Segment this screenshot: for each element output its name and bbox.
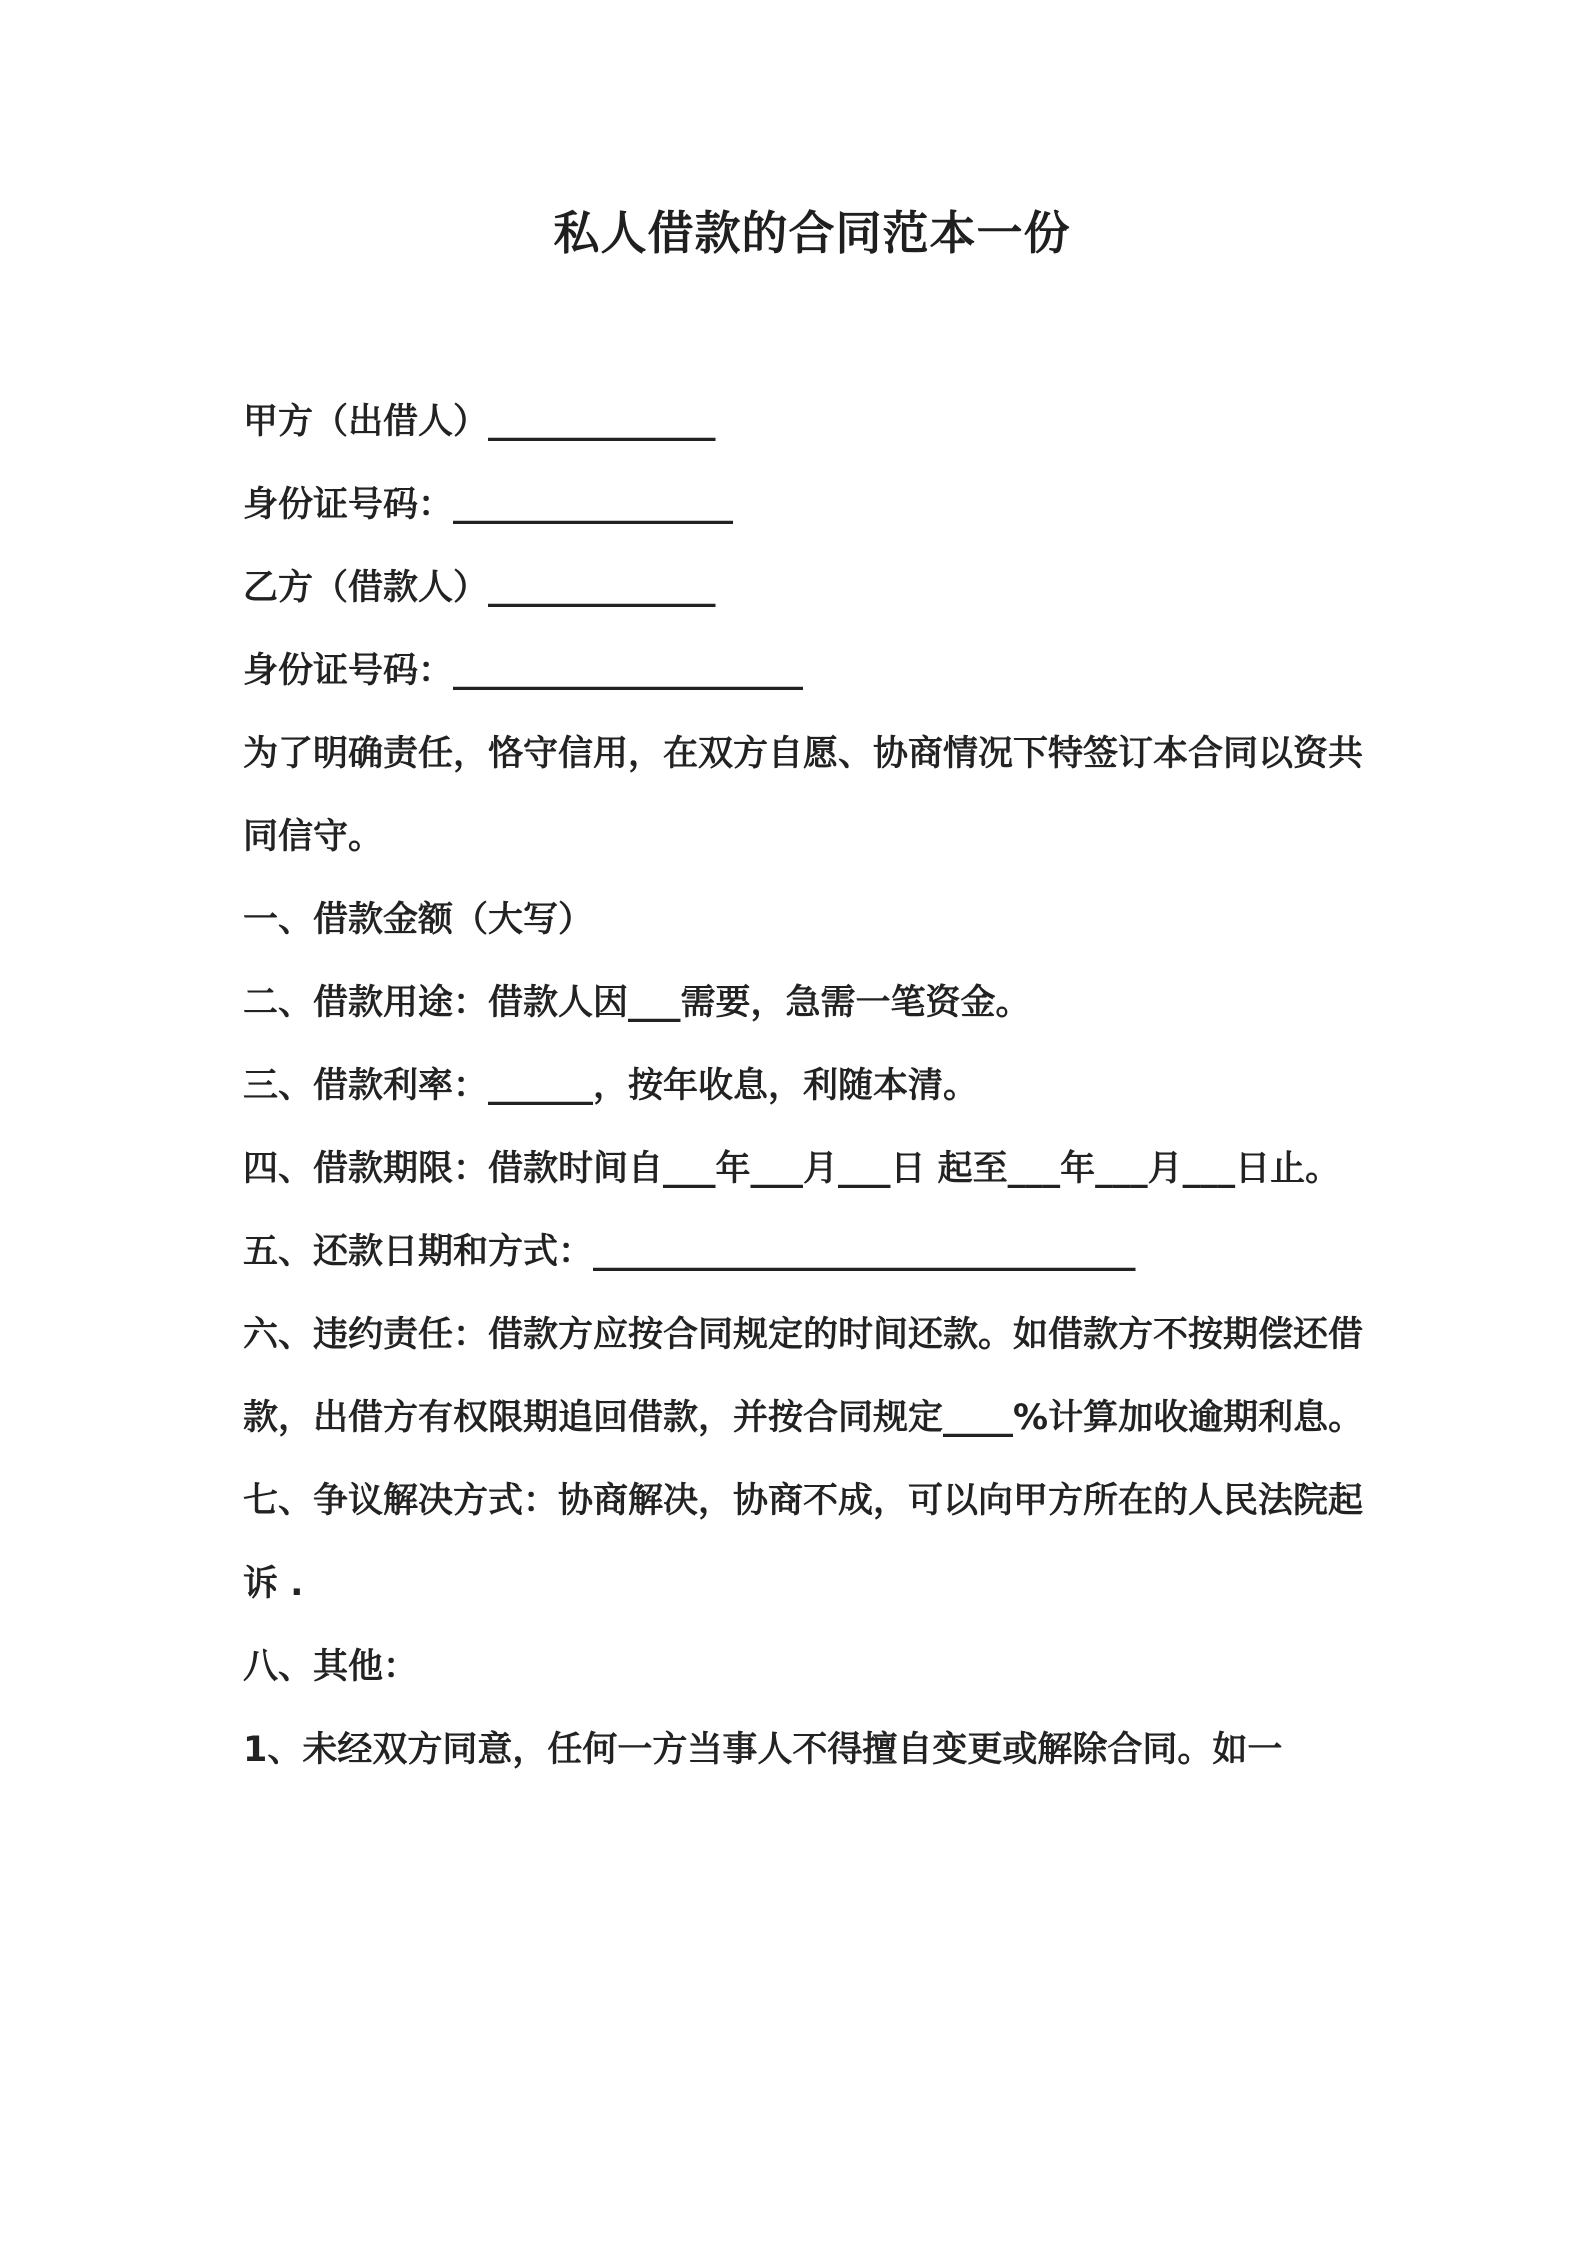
party-b-id-line: 身份证号码：____________________	[243, 650, 804, 691]
party-a-id-line: 身份证号码：________________	[243, 484, 734, 525]
document-title: 私人借款的合同范本一份	[553, 206, 1071, 260]
party-a-line: 甲方（出借人）_____________	[243, 401, 716, 442]
clause-7-disputes: 七、争议解决方式：协商解决，协商不成，可以向甲方所在的人民法院起诉 .	[243, 1480, 1364, 1604]
preamble-paragraph: 为了明确责任，恪守信用，在双方自愿、协商情况下特签订本合同以资共同信守。	[243, 733, 1364, 857]
clause-6-breach: 六、违约责任：借款方应按合同规定的时间还款。如借款方不按期偿还借款，出借方有权限期追回借款，并按合同规定____%计算加收逾期利息。	[243, 1314, 1364, 1438]
clause-8-item-1: 1、未经双方同意，任何一方当事人不得擅自变更或解除合同。如一	[243, 1729, 1283, 1770]
document-body	[243, 381, 1381, 1792]
party-b-line: 乙方（借款人）_____________	[243, 567, 716, 608]
clause-5-repayment: 五、还款日期和方式：_______________________________	[243, 1231, 1136, 1272]
clause-4-loan-term: 四、借款期限：借款时间自___年___月___日 起至___年___月___日止。	[243, 1148, 1341, 1189]
clause-2-loan-purpose: 二、借款用途：借款人因___需要，急需一笔资金。	[243, 982, 1031, 1023]
clause-1-loan-amount: 一、借款金额（大写）	[243, 899, 594, 940]
clause-8-others-heading: 八、其他：	[243, 1646, 419, 1687]
clause-3-interest-rate: 三、借款利率：______，按年收息，利随本清。	[243, 1065, 979, 1106]
